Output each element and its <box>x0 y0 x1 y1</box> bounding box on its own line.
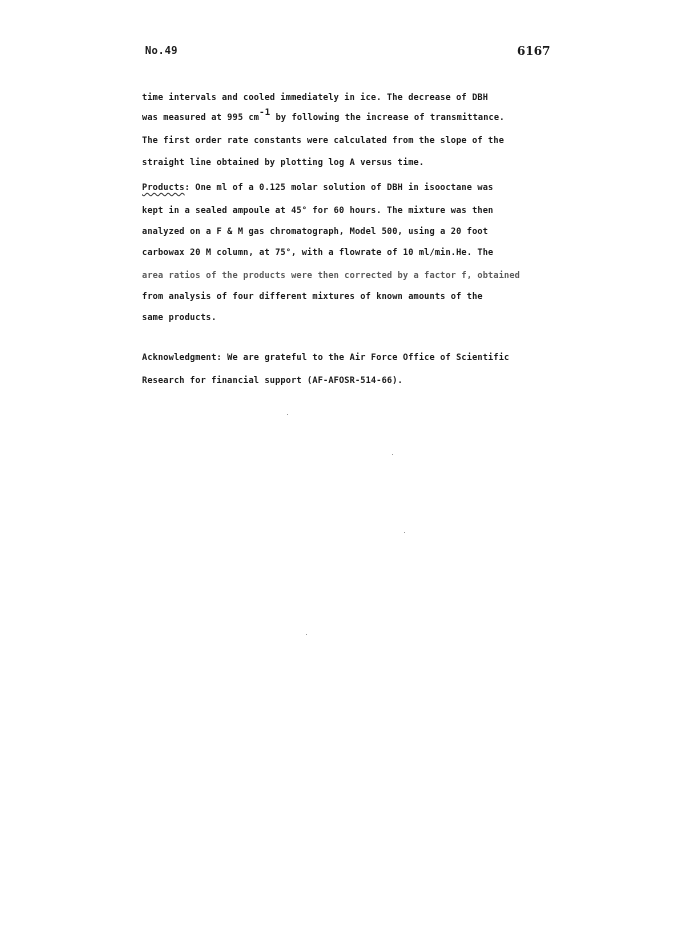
text-line: The first order rate constants were calculated from the slope of the <box>142 136 505 146</box>
text-line: area ratios of the products were then corrected by a factor f, obtained <box>142 271 520 281</box>
text-line: same products. <box>142 313 217 323</box>
acknowledgment-line: Research for financial support (AF-AFOSR-514-66). <box>142 376 403 386</box>
text-line: kept in a sealed ampoule at 45° for 60 hours. The mixture was then <box>142 206 494 216</box>
text-line: carbowax 20 M column, at 75°, with a flowrate of 10 ml/min.He. The <box>142 248 494 258</box>
page-number: 6167 <box>517 44 551 58</box>
text-line: straight line obtained by plotting log A versus time. <box>142 158 425 168</box>
text-fragment: : One ml of a 0.125 molar solution of DBH in isooctane was <box>184 183 494 193</box>
text-line: analyzed on a F & M gas chromatograph, Model 500, using a 20 foot <box>142 227 489 237</box>
acknowledgment-line: Acknowledgment: We are grateful to the Air Force Office of Scientific <box>142 353 510 363</box>
scan-speck <box>392 454 393 455</box>
text-line: from analysis of four different mixtures of known amounts of the <box>142 292 483 302</box>
superscript: -1 <box>259 108 271 118</box>
scan-speck <box>287 414 288 415</box>
scan-speck <box>404 532 405 533</box>
text-line: time intervals and cooled immediately in ice. The decrease of DBH <box>142 93 489 103</box>
products-heading: Products <box>142 183 185 193</box>
text-line <box>142 108 505 123</box>
text-fragment: by following the increase of transmittance. <box>270 113 505 123</box>
text-line <box>142 183 493 193</box>
issue-number: No.49 <box>145 45 178 57</box>
text-fragment: was measured at 995 cm <box>142 113 260 123</box>
scan-speck <box>306 634 307 635</box>
